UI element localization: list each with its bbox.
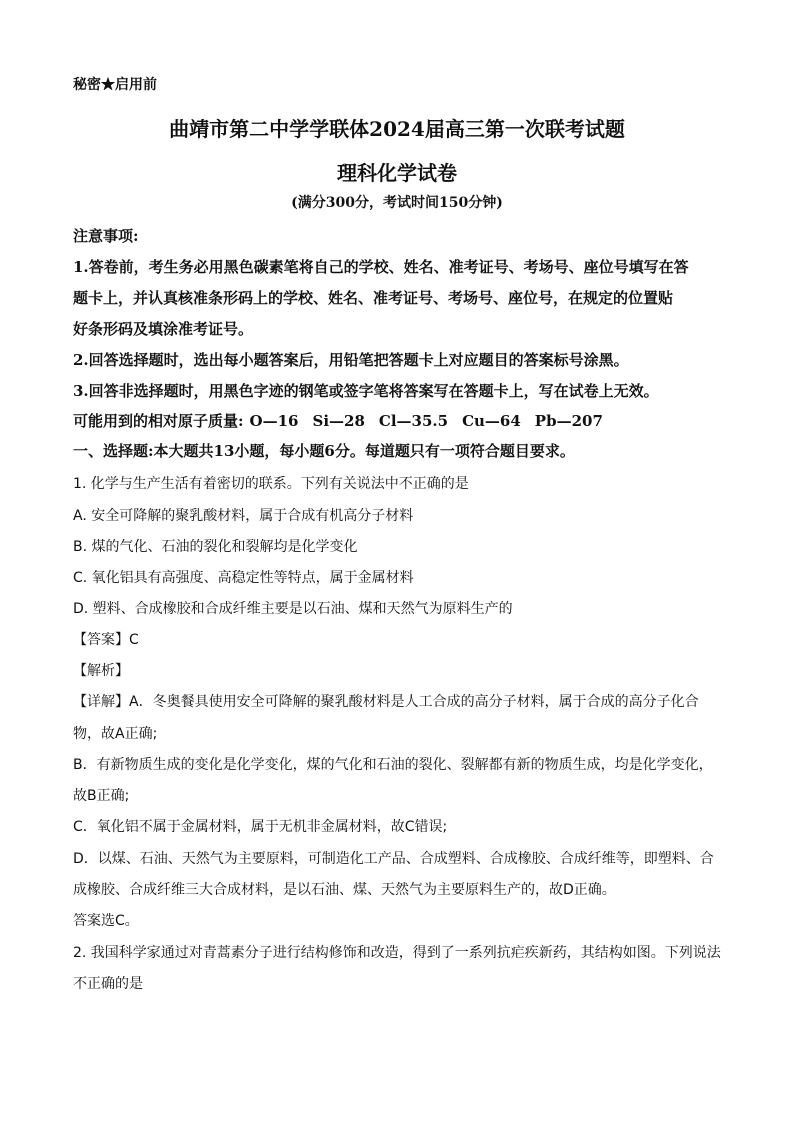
exam-subtitle: 理科化学试卷: [337, 161, 457, 185]
notice-item-1-line-2: 题卡上，并认真核准条形码上的学校、姓名、准考证号、考场号、座位号，在规定的位置贴: [73, 289, 674, 307]
atomic-mass-pb: Pb—207: [534, 412, 603, 430]
q1-option-d: D. 塑料、合成橡胶和合成纤维主要是以石油、煤和天然气为原料生产的: [73, 601, 513, 617]
notice-item-2: 2.回答选择题时，选出每小题答案后，用铅笔把答题卡上对应题目的答案标号涂黑。: [73, 351, 629, 369]
q1-conclusion: 答案选C。: [73, 913, 139, 929]
q1-detail-line-4: 故B正确;: [73, 788, 130, 804]
exam-title: 曲靖市第二中学学联体2024届高三第一次联考试题: [169, 117, 625, 141]
q1-detail-line-3: B．有新物质生成的变化是化学变化，煤的气化和石油的裂化、裂解都有新的物质生成，均是化学变化，: [73, 757, 713, 773]
q1-answer: 【答案】C: [73, 632, 139, 648]
atomic-mass-si: Si—28: [312, 412, 365, 430]
notice-item-1-line-3: 好条形码及填涂准考证号。: [73, 320, 254, 338]
notice-item-1-line-1: 1.答卷前，考生务必用黑色碳素笔将自己的学校、姓名、准考证号、考场号、座位号填写在答: [73, 258, 689, 276]
section-1-heading: 一、选择题:本大题共13小题，每小题6分。每道题只有一项符合题目要求。: [73, 442, 575, 460]
q1-detail-line-2: 物，故A正确;: [73, 726, 158, 742]
q2-stem-line-2: 不正确的是: [73, 976, 143, 992]
q2-stem-line-1: 2. 我国科学家通过对青蒿素分子进行结构修饰和改造，得到了一系列抗疟疾新药，其结构如图。下列说法: [73, 945, 721, 961]
q1-option-c: C. 氧化铝具有高强度、高稳定性等特点，属于金属材料: [73, 570, 414, 586]
atomic-mass-line: [73, 410, 728, 431]
q1-stem: 1. 化学与生产生活有着密切的联系。下列有关说法中不正确的是: [73, 476, 469, 492]
secret-mark: 秘密★启用前: [73, 77, 157, 93]
q1-analysis-label: 【解析】: [73, 663, 129, 679]
q1-detail-line-7: 成橡胶、合成纤维三大合成材料，是以石油、煤、天然气为主要原料生产的，故D正确。: [73, 882, 616, 898]
q1-option-b: B. 煤的气化、石油的裂化和裂解均是化学变化: [73, 539, 358, 555]
notice-item-3: 3.回答非选择题时，用黑色字迹的钢笔或签字笔将答案写在答题卡上，写在试卷上无效。: [73, 382, 659, 400]
atomic-mass-cu: Cu—64: [462, 412, 521, 430]
atomic-mass-label: 可能用到的相对原子质量:: [73, 412, 244, 430]
atomic-mass-o: O—16: [249, 412, 299, 430]
score-time-note: (满分300分，考试时间150分钟): [291, 195, 503, 211]
notice-heading: 注意事项:: [73, 227, 139, 245]
q1-option-a: A. 安全可降解的聚乳酸材料，属于合成有机高分子材料: [73, 508, 414, 524]
q1-detail-line-1: 【详解】A．冬奥餐具使用安全可降解的聚乳酸材料是人工合成的高分子材料，属于合成的高分子化合: [73, 694, 699, 710]
q1-detail-line-5: C．氧化铝不属于金属材料，属于无机非金属材料，故C错误;: [73, 819, 448, 835]
q1-detail-line-6: D．以煤、石油、天然气为主要原料，可制造化工产品、合成塑料、合成橡胶、合成纤维等，即塑料、合: [73, 851, 714, 867]
atomic-mass-cl: Cl—35.5: [378, 412, 449, 430]
